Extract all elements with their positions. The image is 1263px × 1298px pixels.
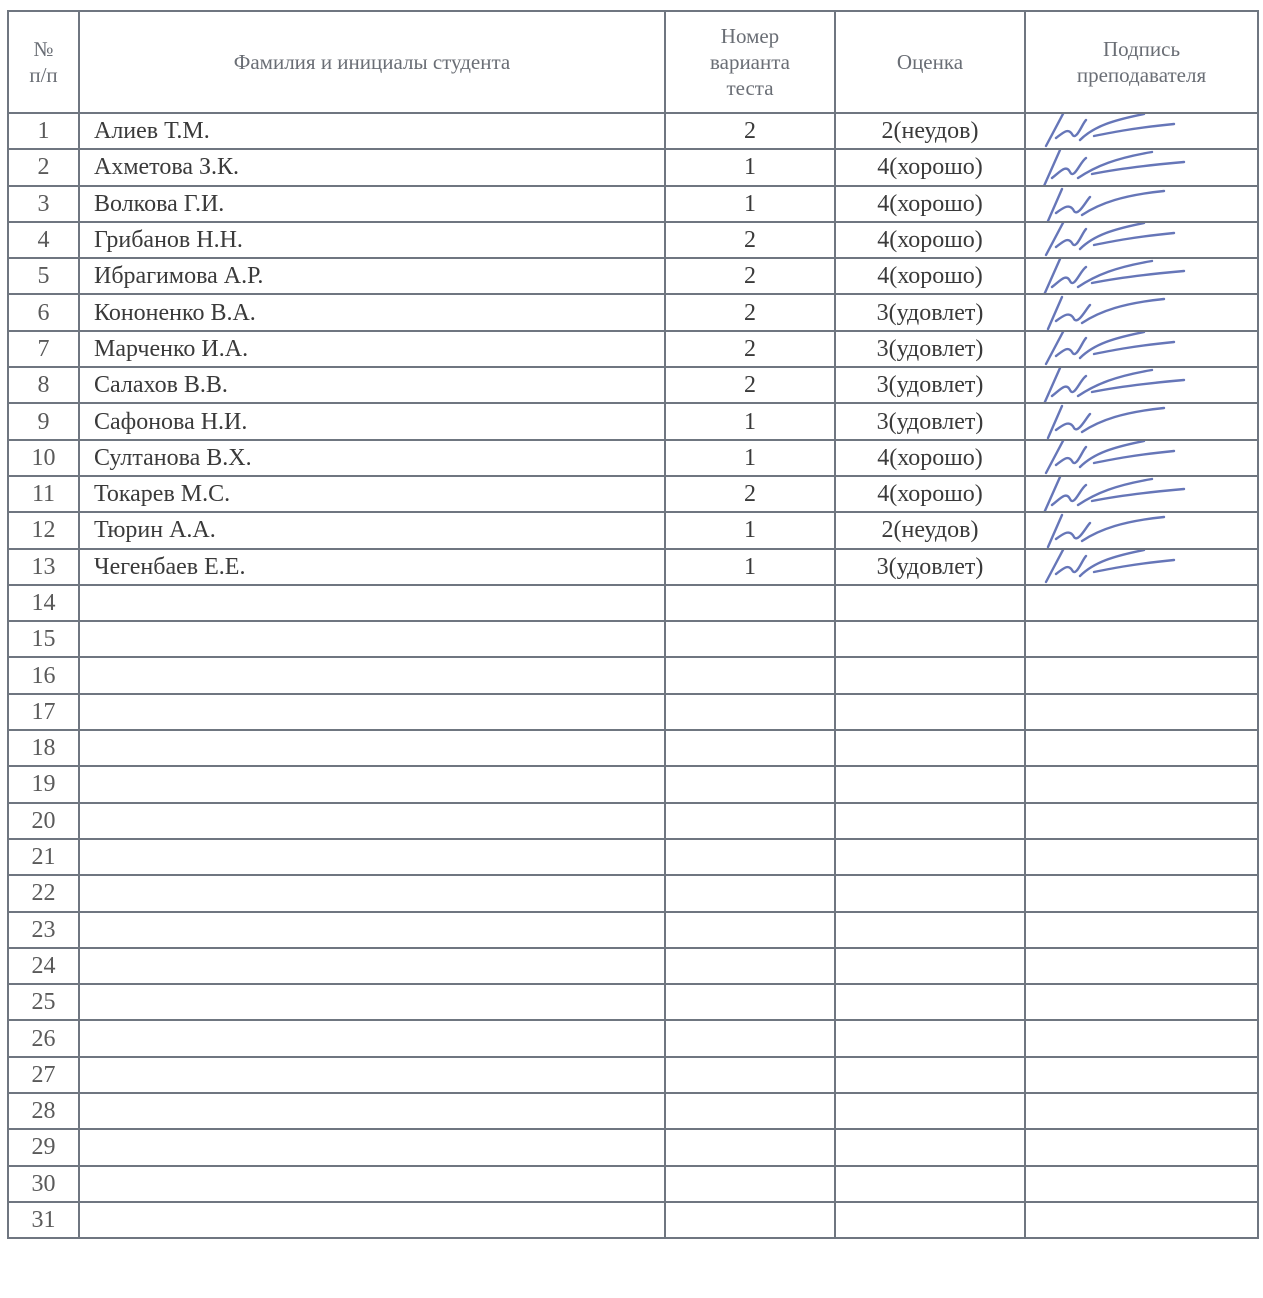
row-number: 2	[8, 149, 79, 185]
teacher-signature	[1025, 403, 1258, 439]
student-name: Марченко И.А.	[79, 331, 665, 367]
row-number: 5	[8, 258, 79, 294]
grade: 4(хорошо)	[835, 258, 1025, 294]
test-variant	[665, 1129, 835, 1165]
signature-icon	[1034, 403, 1209, 439]
student-name: Грибанов Н.Н.	[79, 222, 665, 258]
student-name	[79, 766, 665, 802]
teacher-signature	[1025, 1020, 1258, 1056]
test-variant: 2	[665, 113, 835, 149]
table-row	[8, 948, 1258, 984]
table-row	[8, 1129, 1258, 1165]
grade	[835, 1202, 1025, 1238]
header-row	[8, 11, 1258, 113]
grade: 4(хорошо)	[835, 186, 1025, 222]
grade: 3(удовлет)	[835, 367, 1025, 403]
row-number: 24	[8, 948, 79, 984]
test-variant: 2	[665, 331, 835, 367]
grade	[835, 621, 1025, 657]
test-variant	[665, 839, 835, 875]
signature-icon	[1034, 258, 1209, 294]
test-variant: 1	[665, 403, 835, 439]
teacher-signature	[1025, 367, 1258, 403]
row-number: 13	[8, 549, 79, 585]
teacher-signature	[1025, 657, 1258, 693]
table-row	[8, 367, 1258, 403]
test-variant: 1	[665, 512, 835, 548]
table-row	[8, 839, 1258, 875]
row-number: 11	[8, 476, 79, 512]
grade	[835, 1129, 1025, 1165]
student-name	[79, 1057, 665, 1093]
table-row	[8, 476, 1258, 512]
row-number: 20	[8, 803, 79, 839]
test-variant: 2	[665, 222, 835, 258]
teacher-signature	[1025, 113, 1258, 149]
table-row	[8, 1202, 1258, 1238]
table-row	[8, 803, 1258, 839]
grade	[835, 839, 1025, 875]
test-variant	[665, 912, 835, 948]
test-variant: 2	[665, 367, 835, 403]
header-grade: Оценка	[835, 11, 1025, 113]
grade	[835, 875, 1025, 911]
teacher-signature	[1025, 149, 1258, 185]
header-num: № п/п	[8, 11, 79, 113]
test-variant: 1	[665, 549, 835, 585]
teacher-signature	[1025, 1202, 1258, 1238]
test-variant: 1	[665, 440, 835, 476]
row-number: 22	[8, 875, 79, 911]
row-number: 6	[8, 294, 79, 330]
student-name: Тюрин А.А.	[79, 512, 665, 548]
grade: 4(хорошо)	[835, 440, 1025, 476]
test-variant: 2	[665, 258, 835, 294]
table-row	[8, 440, 1258, 476]
test-variant	[665, 730, 835, 766]
teacher-signature	[1025, 512, 1258, 548]
row-number: 7	[8, 331, 79, 367]
table-row	[8, 331, 1258, 367]
test-variant	[665, 585, 835, 621]
table-row	[8, 258, 1258, 294]
row-number: 28	[8, 1093, 79, 1129]
test-variant: 1	[665, 149, 835, 185]
table-row	[8, 1020, 1258, 1056]
row-number: 4	[8, 222, 79, 258]
teacher-signature	[1025, 331, 1258, 367]
row-number: 15	[8, 621, 79, 657]
table-row	[8, 984, 1258, 1020]
row-number: 21	[8, 839, 79, 875]
test-variant	[665, 803, 835, 839]
row-number: 18	[8, 730, 79, 766]
row-number: 31	[8, 1202, 79, 1238]
student-name	[79, 839, 665, 875]
student-name	[79, 984, 665, 1020]
test-variant: 1	[665, 186, 835, 222]
grade: 4(хорошо)	[835, 476, 1025, 512]
row-number: 17	[8, 694, 79, 730]
student-name	[79, 1129, 665, 1165]
signature-icon	[1034, 186, 1209, 222]
student-name	[79, 1202, 665, 1238]
table-row	[8, 403, 1258, 439]
student-name	[79, 657, 665, 693]
row-number: 9	[8, 403, 79, 439]
teacher-signature	[1025, 585, 1258, 621]
test-variant: 2	[665, 294, 835, 330]
grade	[835, 912, 1025, 948]
grade: 4(хорошо)	[835, 222, 1025, 258]
teacher-signature	[1025, 766, 1258, 802]
test-variant	[665, 1020, 835, 1056]
student-name: Алиев Т.М.	[79, 113, 665, 149]
row-number: 14	[8, 585, 79, 621]
signature-icon	[1034, 367, 1209, 403]
table-row	[8, 621, 1258, 657]
row-number: 12	[8, 512, 79, 548]
teacher-signature	[1025, 875, 1258, 911]
grade	[835, 694, 1025, 730]
teacher-signature	[1025, 186, 1258, 222]
signature-icon	[1034, 294, 1209, 330]
table-row	[8, 222, 1258, 258]
grade: 4(хорошо)	[835, 149, 1025, 185]
signature-icon	[1034, 331, 1209, 367]
student-name	[79, 730, 665, 766]
teacher-signature	[1025, 1129, 1258, 1165]
student-name: Волкова Г.И.	[79, 186, 665, 222]
signature-icon	[1034, 440, 1209, 476]
grade	[835, 1057, 1025, 1093]
row-number: 19	[8, 766, 79, 802]
row-number: 23	[8, 912, 79, 948]
grade-sheet-table	[7, 10, 1259, 1239]
test-variant	[665, 621, 835, 657]
student-name: Кононенко В.А.	[79, 294, 665, 330]
table-row	[8, 1166, 1258, 1202]
grade	[835, 585, 1025, 621]
test-variant	[665, 948, 835, 984]
row-number: 10	[8, 440, 79, 476]
student-name	[79, 621, 665, 657]
student-name	[79, 803, 665, 839]
signature-icon	[1034, 476, 1209, 512]
grade: 3(удовлет)	[835, 331, 1025, 367]
test-variant	[665, 1202, 835, 1238]
teacher-signature	[1025, 1093, 1258, 1129]
row-number: 3	[8, 186, 79, 222]
test-variant	[665, 984, 835, 1020]
student-name	[79, 875, 665, 911]
student-name: Чегенбаев Е.Е.	[79, 549, 665, 585]
table-row	[8, 875, 1258, 911]
signature-icon	[1034, 549, 1209, 585]
grade	[835, 766, 1025, 802]
signature-icon	[1034, 113, 1209, 149]
row-number: 30	[8, 1166, 79, 1202]
teacher-signature	[1025, 984, 1258, 1020]
teacher-signature	[1025, 549, 1258, 585]
row-number: 25	[8, 984, 79, 1020]
signature-icon	[1034, 149, 1209, 185]
student-name: Сафонова Н.И.	[79, 403, 665, 439]
table-row	[8, 549, 1258, 585]
table-row	[8, 1057, 1258, 1093]
student-name: Ибрагимова А.Р.	[79, 258, 665, 294]
grade	[835, 1093, 1025, 1129]
table-body	[8, 113, 1258, 1238]
table-row	[8, 657, 1258, 693]
table-row	[8, 186, 1258, 222]
test-variant: 2	[665, 476, 835, 512]
teacher-signature	[1025, 730, 1258, 766]
test-variant	[665, 766, 835, 802]
student-name: Салахов В.В.	[79, 367, 665, 403]
teacher-signature	[1025, 476, 1258, 512]
student-name	[79, 1020, 665, 1056]
signature-icon	[1034, 222, 1209, 258]
test-variant	[665, 875, 835, 911]
header-signature: Подпись преподавателя	[1025, 11, 1258, 113]
teacher-signature	[1025, 440, 1258, 476]
table-row	[8, 694, 1258, 730]
student-name	[79, 912, 665, 948]
student-name: Султанова В.Х.	[79, 440, 665, 476]
table-row	[8, 149, 1258, 185]
row-number: 26	[8, 1020, 79, 1056]
student-name	[79, 1166, 665, 1202]
grade	[835, 948, 1025, 984]
table-row	[8, 585, 1258, 621]
grade	[835, 657, 1025, 693]
teacher-signature	[1025, 839, 1258, 875]
student-name	[79, 1093, 665, 1129]
grade: 2(неудов)	[835, 512, 1025, 548]
row-number: 1	[8, 113, 79, 149]
teacher-signature	[1025, 621, 1258, 657]
table-row	[8, 766, 1258, 802]
teacher-signature	[1025, 694, 1258, 730]
teacher-signature	[1025, 258, 1258, 294]
header-variant: Номер варианта теста	[665, 11, 835, 113]
student-name	[79, 948, 665, 984]
test-variant	[665, 1057, 835, 1093]
student-name: Токарев М.С.	[79, 476, 665, 512]
teacher-signature	[1025, 222, 1258, 258]
table-row	[8, 512, 1258, 548]
teacher-signature	[1025, 803, 1258, 839]
teacher-signature	[1025, 912, 1258, 948]
grade: 3(удовлет)	[835, 549, 1025, 585]
grade	[835, 803, 1025, 839]
row-number: 16	[8, 657, 79, 693]
table-row	[8, 1093, 1258, 1129]
grade	[835, 984, 1025, 1020]
table-row	[8, 113, 1258, 149]
student-name	[79, 585, 665, 621]
grade	[835, 1166, 1025, 1202]
table-row	[8, 912, 1258, 948]
row-number: 8	[8, 367, 79, 403]
table-row	[8, 294, 1258, 330]
test-variant	[665, 694, 835, 730]
signature-icon	[1034, 512, 1209, 548]
student-name	[79, 694, 665, 730]
grade	[835, 1020, 1025, 1056]
teacher-signature	[1025, 294, 1258, 330]
header-student-name: Фамилия и инициалы студента	[79, 11, 665, 113]
grade	[835, 730, 1025, 766]
teacher-signature	[1025, 1057, 1258, 1093]
test-variant	[665, 657, 835, 693]
teacher-signature	[1025, 948, 1258, 984]
student-name: Ахметова З.К.	[79, 149, 665, 185]
grade: 2(неудов)	[835, 113, 1025, 149]
row-number: 29	[8, 1129, 79, 1165]
teacher-signature	[1025, 1166, 1258, 1202]
row-number: 27	[8, 1057, 79, 1093]
grade: 3(удовлет)	[835, 403, 1025, 439]
test-variant	[665, 1166, 835, 1202]
table-row	[8, 730, 1258, 766]
test-variant	[665, 1093, 835, 1129]
grade: 3(удовлет)	[835, 294, 1025, 330]
